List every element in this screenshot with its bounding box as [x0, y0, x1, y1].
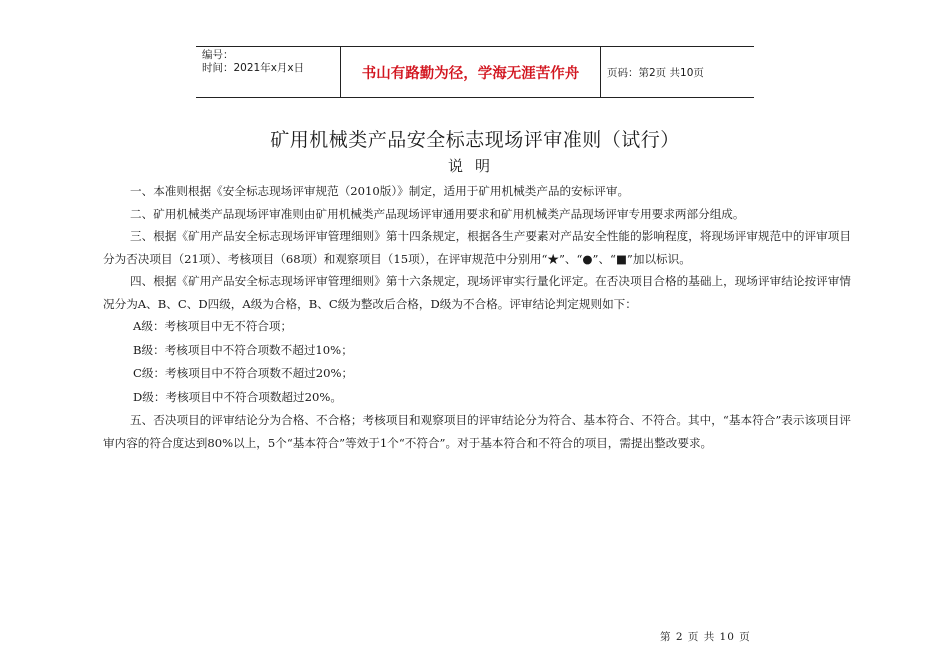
grade-c-rule: C级：考核项目中不符合项数不超过20%； — [133, 366, 354, 380]
number-label: 编号： — [202, 49, 234, 61]
paragraph-1: 一、本准则根据《安全标志现场评审规范（2010版）》制定，适用于矿用机械类产品的安标评审。 — [130, 184, 630, 198]
paragraph-2: 二、矿用机械类产品现场评审准则由矿用机械类产品现场评审通用要求和矿用机械类产品现场评审专用要求两部分组成。 — [130, 206, 745, 221]
paragraph-5: 五、否决项目的评审结论分为合格、不合格；考核项目和观察项目的评审结论分为符合、基本符合、不符合。其中，“基本符合”表示该项目评审内容的符合度达到80%以上，5个“基本符合”等效于1个“不符合”。对于基本符合和不符合的项目，需提出整改要求。 — [103, 413, 851, 450]
header-motto-cell — [341, 47, 601, 97]
header-page-cell — [601, 47, 754, 97]
document-title: 矿用机械类产品安全标志现场评审准则（试行） — [270, 129, 680, 151]
section-heading: 说明 — [447, 157, 502, 175]
grade-b-rule: B级：考核项目中不符合项数不超过10%； — [133, 342, 353, 357]
time-label: 时间：2021年x月x日 — [202, 62, 305, 74]
paragraph-4: 四、根据《矿用产品安全标志现场评审管理细则》第十六条规定，现场评审实行量化评定。在否决项目合格的基础上，现场评审结论按评审情况分为A、B、C、D四级，A级为合格，B、C级为整改后合格，D级为不合格。评审结论判定规则如下： — [103, 274, 851, 311]
page-header — [196, 46, 754, 98]
grade-a-rule: A级：考核项目中无不符合项； — [133, 319, 293, 333]
grade-d-rule: D级：考核项目中不符合项数超过20%。 — [133, 389, 342, 404]
page-footer: 第 2 页 共 10 页 — [660, 631, 751, 643]
paragraph-3: 三、根据《矿用产品安全标志现场评审管理细则》第十四条规定，根据各生产要素对产品安全性能的影响程度，将现场评审规范中的评审项目分为否决项目（21项）、考核项目（68项）和观察项目（15项），在评审规范中分别用“★”、“●”、“■”加以标识。 — [103, 229, 851, 266]
header-meta-cell — [196, 47, 341, 97]
document-body — [103, 180, 851, 454]
motto-text: 书山有路勤为径，学海无涯苦作舟 — [361, 64, 580, 82]
header-page-info: 页码：第2页 共10页 — [607, 66, 704, 79]
